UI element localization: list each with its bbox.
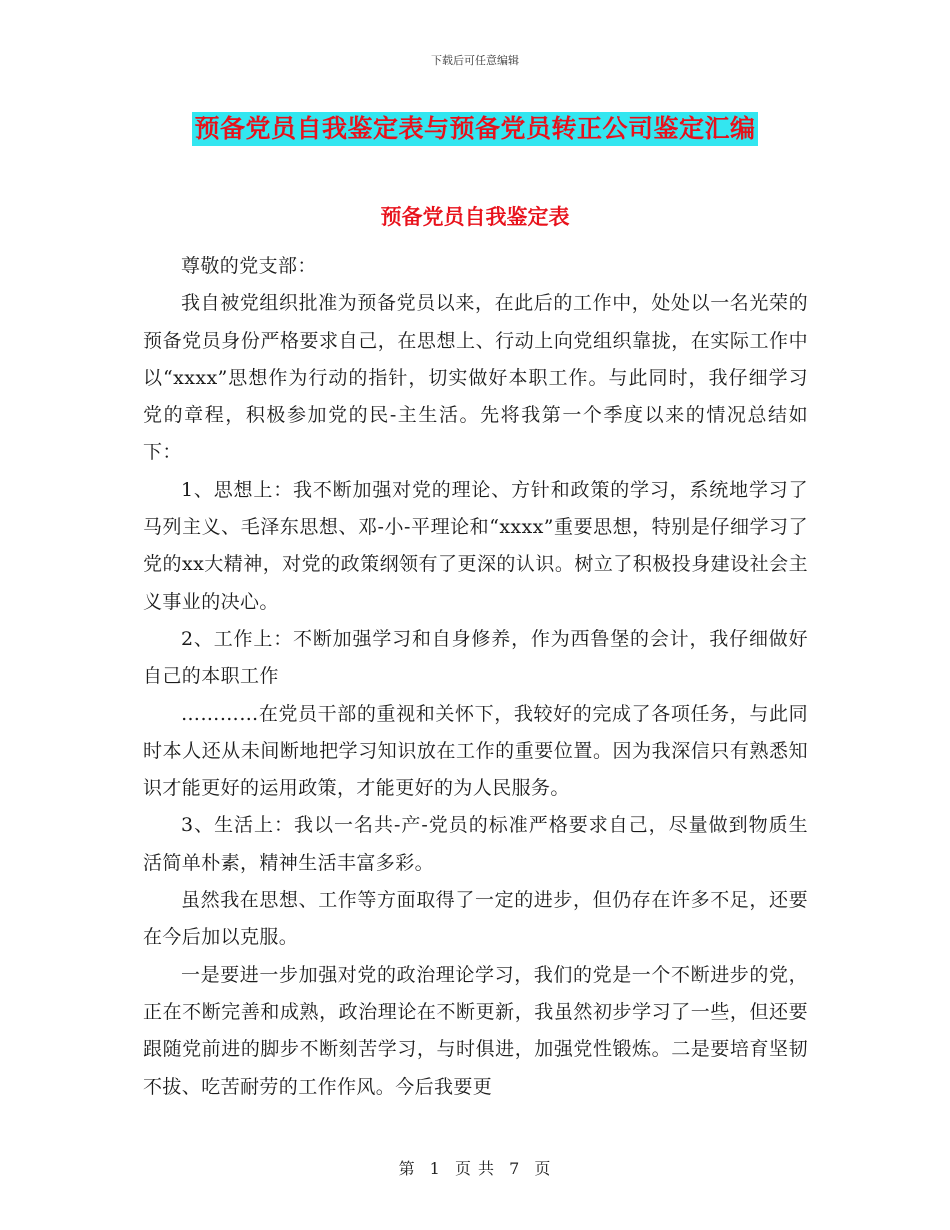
footer-total-pages: 7: [509, 1159, 521, 1178]
salutation: 尊敬的党支部：: [181, 255, 317, 277]
footer-suffix: 页: [534, 1159, 552, 1178]
paragraph: 2、工作上：不断加强学习和自身修养，作为西鲁堡的会计，我仔细做好自己的本职工作: [143, 627, 808, 688]
footer-prefix: 第: [398, 1159, 416, 1178]
main-title: 预备党员自我鉴定表与预备党员转正公司鉴定汇编: [192, 112, 757, 146]
paragraph: 虽然我在思想、工作等方面取得了一定的进步，但仍存在许多不足，还要在今后加以克服。: [143, 889, 808, 949]
document-body: [143, 248, 808, 1106]
paragraph: 1、思想上：我不断加强对党的理论、方针和政策的学习，系统地学习了马列主义、毛泽东思想、邓-小-平理论和“xxxx”重要思想，特别是仔细学习了党的xx大精神，对党的政策纲领有了更深的认识。树立了积极投身建设社会主义事业的决心。: [143, 478, 808, 613]
footer-page-number: 1: [429, 1159, 441, 1178]
main-title-wrap: [0, 112, 950, 146]
sub-title: 预备党员自我鉴定表: [380, 204, 570, 229]
paragraph: 一是要进一步加强对党的政治理论学习，我们的党是一个不断进步的党，正在不断完善和成熟，政治理论在不断更新，我虽然初步学习了一些，但还要跟随党前进的脚步不断刻苦学习，与时俱进，加强党性锻炼。二是要培育坚韧不拔、吃苦耐劳的工作作风。今后我要更: [143, 963, 808, 1098]
paragraph: 3、生活上：我以一名共-产-党员的标准严格要求自己，尽量做到物质生活简单朴素，精神生活丰富多彩。: [143, 814, 808, 874]
header-note: 下载后可任意编辑: [431, 54, 519, 67]
paragraph: 我自被党组织批准为预备党员以来，在此后的工作中，处处以一名光荣的预备党员身份严格要求自己，在思想上、行动上向党组织靠拢，在实际工作中以“xxxx”思想作为行动的指针，切实做好本职工作。与此同时，我仔细学习党的章程，积极参加党的民-主生活。先将我第一个季度以来的情况总结如下：: [143, 292, 808, 464]
paragraph: …………在党员干部的重视和关怀下，我较好的完成了各项任务，与此同时本人还从未间断地把学习知识放在工作的重要位置。因为我深信只有熟悉知识才能更好的运用政策，才能更好的为人民服务。: [143, 702, 808, 800]
page-footer: [0, 1156, 950, 1179]
footer-mid: 页 共: [454, 1159, 496, 1178]
